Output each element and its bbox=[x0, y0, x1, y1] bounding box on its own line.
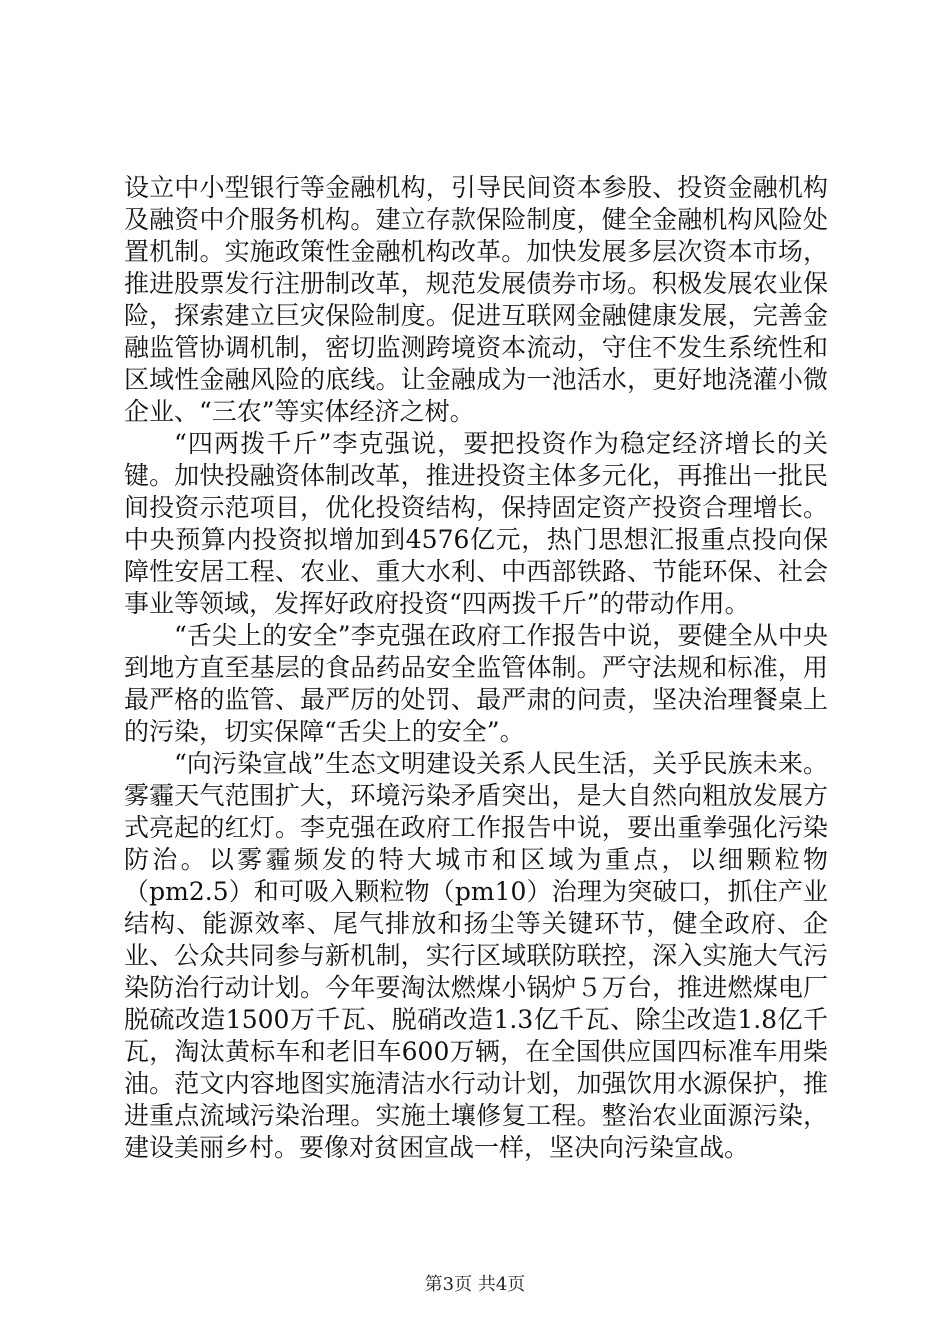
paragraph-food-safety: “舌尖上的安全”李克强在政府工作报告中说，要健全从中央到地方直至基层的食品药品安全监管体制。严守法规和标准，用最严格的监管、最严厉的处罚、最严肃的问责，坚决治理餐桌上的污染，切实保障“舌尖上的安全”。 bbox=[124, 621, 828, 746]
document-body bbox=[124, 172, 828, 1164]
paragraph-investment: “四两拨千斤”李克强说，要把投资作为稳定经济增长的关键。加快投融资体制改革，推进投资主体多元化，再推出一批民间投资示范项目，优化投资结构，保持固定资产投资合理增长。中央预算内投资拟增加到4576亿元，热门思想汇报重点投向保障性安居工程、农业、重大水利、中西部铁路、节能环保、社会事业等领域，发挥好政府投资“四两拨千斤”的带动作用。 bbox=[124, 429, 828, 618]
page-number-footer: 第3页 共4页 bbox=[424, 1274, 526, 1295]
paragraph-pollution: “向污染宣战”生态文明建设关系人民生活，关乎民族未来。雾霾天气范围扩大，环境污染矛盾突出，是大自然向粗放发展方式亮起的红灯。李克强在政府工作报告中说，要出重拳强化污染防治。以雾霾频发的特大城市和区域为重点，以细颗粒物（pm2.5）和可吸入颗粒物（pm10）治理为突破口，抓住产业结构、能源效率、尾气排放和扬尘等关键环节，健全政府、企业、公众共同参与新机制，实行区域联防联控，深入实施大气污染防治行动计划。今年要淘汰燃煤小锅炉５万台，推进燃煤电厂脱硫改造1500万千瓦、脱硝改造1.3亿千瓦、除尘改造1.8亿千瓦，淘汰黄标车和老旧车600万辆，在全国供应国四标准车用柴油。范文内容地图实施清洁水行动计划，加强饮用水源保护，推进重点流域污染治理。实施土壤修复工程。整治农业面源污染，建设美丽乡村。要像对贫困宣战一样，坚决向污染宣战。 bbox=[124, 749, 828, 1162]
paragraph-finance: 设立中小型银行等金融机构，引导民间资本参股、投资金融机构及融资中介服务机构。建立存款保险制度，健全金融机构风险处置机制。实施政策性金融机构改革。加快发展多层次资本市场，推进股票发行注册制改革，规范发展债券市场。积极发展农业保险，探索建立巨灾保险制度。促进互联网金融健康发展，完善金融监管协调机制，密切监测跨境资本流动，守住不发生系统性和区域性金融风险的底线。让金融成为一池活水，更好地浇灌小微企业、“三农”等实体经济之树。 bbox=[124, 173, 828, 426]
